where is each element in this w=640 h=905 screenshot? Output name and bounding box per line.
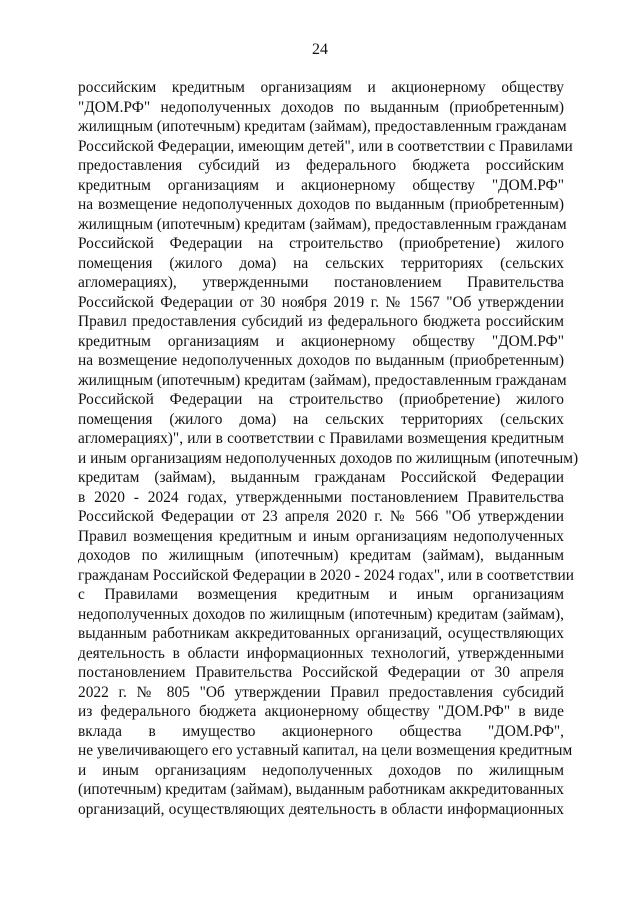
text-line: и иным организациям недополученных доходов по жилищным (ипотечным) [78, 449, 579, 467]
text-line: гражданам Российской Федерации в 2020 - 2024 годах", или в соответствии [78, 566, 574, 584]
text-line: не увеличивающего его уставный капитал, на цели возмещения кредитным [78, 742, 573, 759]
text-line: помещения (жилого дома) на сельских территориях (сельских [78, 410, 564, 428]
text-line: и иным организациям недополученных доходов по жилищным [78, 761, 564, 779]
text-line: Российской Федерации на строительство (приобретение) жилого [78, 235, 564, 252]
text-line: жилищным (ипотечным) кредитам (займам), предоставленным гражданам [78, 215, 567, 233]
text-line: вклада в имущество акционерного общества "ДОМ.РФ", [78, 722, 564, 740]
text-line: агломерациях), утвержденными постановлением Правительства [78, 274, 564, 291]
text-line: "ДОМ.РФ" недополученных доходов по выданным (приобретенным) [78, 98, 564, 116]
text-line: выданным работникам аккредитованных организаций, осуществляющих [78, 625, 564, 642]
page-number: 24 [312, 41, 328, 58]
text-line: Российской Федерации на строительство (приобретение) жилого [78, 391, 564, 408]
text-line: Российской Федерации, имеющим детей", или в соответствии с Правилами [78, 137, 573, 155]
text-line: Российской Федерации от 30 ноября 2019 г. № 1567 "Об утверждении [78, 293, 564, 311]
text-line: жилищным (ипотечным) кредитам (займам), предоставленным гражданам [78, 371, 567, 389]
text-line: помещения (жилого дома) на сельских территориях (сельских [78, 254, 564, 272]
text-line: российским кредитным организациям и акционерному обществу [78, 79, 564, 96]
text-line: агломерациях)", или в соответствии с Правилами возмещения кредитным [78, 430, 564, 447]
text-line: организаций, осуществляющих деятельность в области информационных [78, 800, 564, 818]
text-line: в 2020 - 2024 годах, утвержденными постановлением Правительства [78, 488, 564, 506]
text-line: Правил возмещения кредитным и иным организациям недополученных [78, 527, 564, 545]
text-line: деятельность в области информационных технологий, утвержденными [78, 644, 564, 662]
text-line: на возмещение недополученных доходов по выданным (приобретенным) [78, 196, 564, 213]
text-line: предоставления субсидий из федерального бюджета российским [78, 157, 564, 174]
text-line: Российской Федерации от 23 апреля 2020 г. № 566 "Об утверждении [78, 508, 564, 525]
text-line: Правил предоставления субсидий из федерального бюджета российским [78, 313, 564, 330]
text-line: кредитам (займам), выданным гражданам Российской Федерации [78, 469, 564, 486]
text-line: из федерального бюджета акционерному обществу "ДОМ.РФ" в виде [78, 703, 564, 720]
text-line: кредитным организациям и акционерному обществу "ДОМ.РФ" [78, 332, 564, 350]
text-line: постановлением Правительства Российской Федерации от 30 апреля [78, 664, 564, 681]
text-line: жилищным (ипотечным) кредитам (займам), предоставленным гражданам [78, 118, 567, 135]
text-line: кредитным организациям и акционерному обществу "ДОМ.РФ" [78, 176, 564, 194]
body-text [78, 78, 579, 819]
text-line: 2022 г. № 805 "Об утверждении Правил предоставления субсидий [78, 683, 564, 701]
text-line: недополученных доходов по жилищным (ипотечным) кредитам (займам), [78, 605, 564, 623]
text-line: на возмещение недополученных доходов по выданным (приобретенным) [78, 352, 564, 369]
text-line: (ипотечным) кредитам (займам), выданным работникам аккредитованных [78, 781, 564, 798]
text-line: доходов по жилищным (ипотечным) кредитам (займам), выданным [78, 547, 564, 564]
text-line: с Правилами возмещения кредитным и иным организациям [78, 586, 564, 603]
